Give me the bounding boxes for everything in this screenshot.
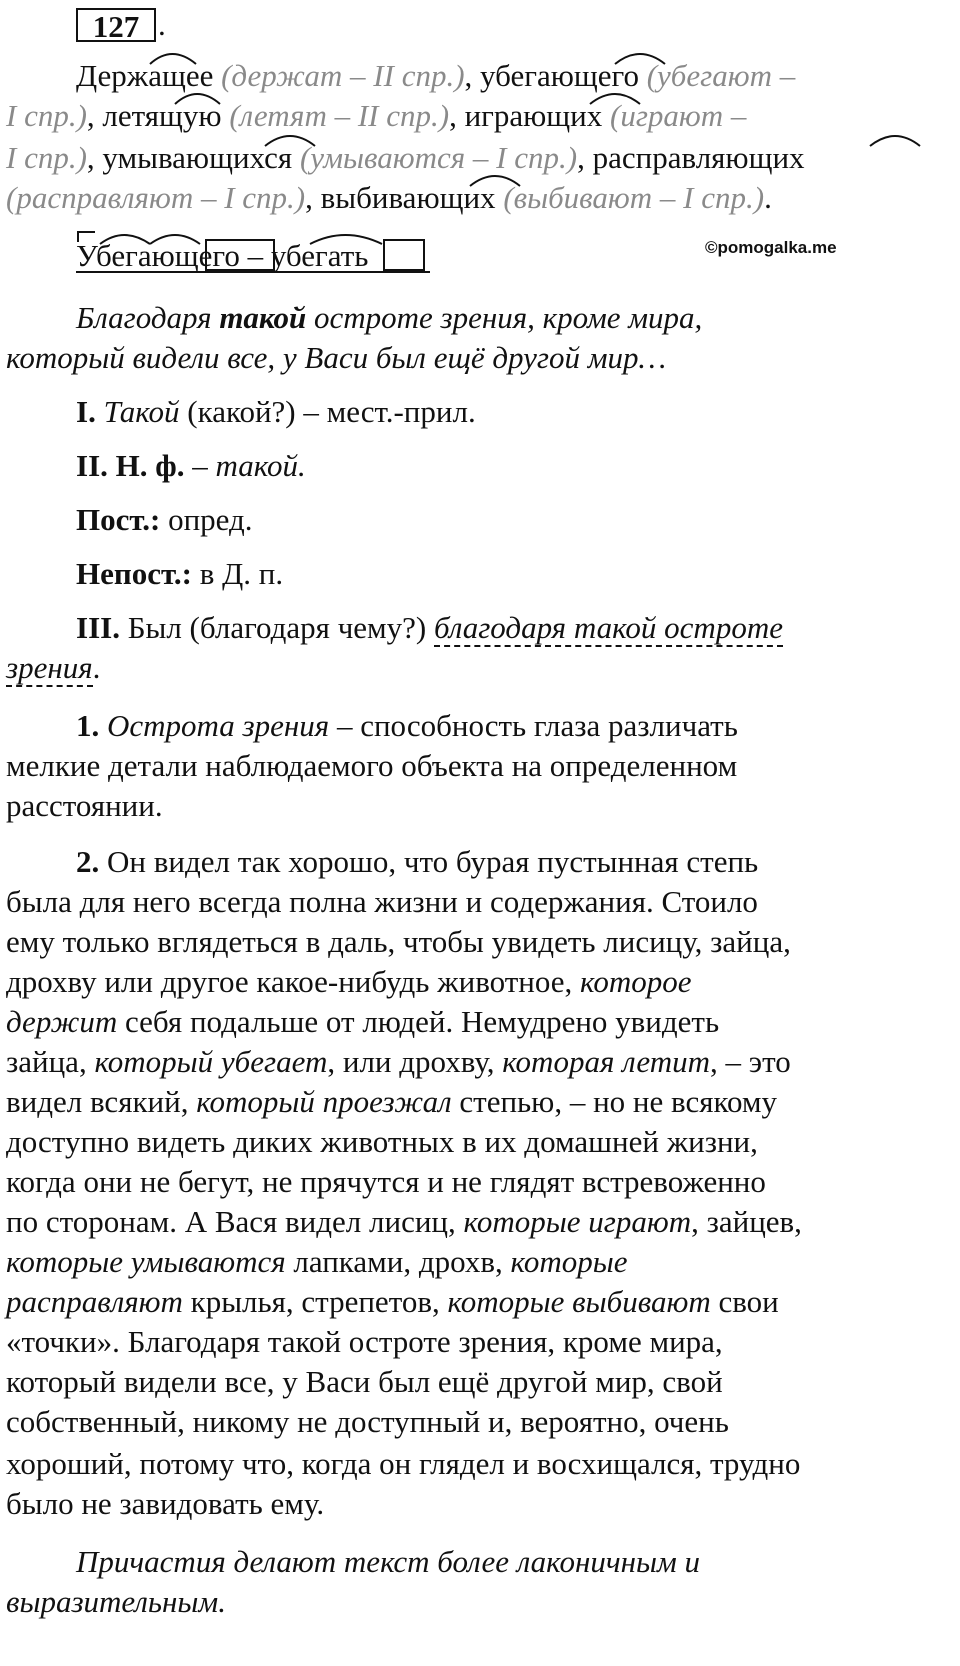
task2-line-16: хороший, потому что, когда он глядел и восхищался, трудно bbox=[6, 1446, 801, 1481]
quote-text: остроте зрения, кроме мира, bbox=[313, 300, 703, 335]
morpheme-analysis bbox=[76, 236, 368, 276]
quote-line-2: который видели все, у Васи был ещё другой мир… bbox=[6, 340, 667, 375]
participle-replacement: которые выбивают bbox=[447, 1284, 711, 1319]
text: свои bbox=[718, 1284, 779, 1319]
task2-line-6 bbox=[6, 1042, 791, 1082]
period: . bbox=[764, 180, 772, 215]
ending-box bbox=[384, 240, 424, 270]
participle-word: Держащее bbox=[76, 58, 214, 93]
analysis-iii-line-2 bbox=[6, 648, 100, 688]
watermark: ©pomogalka.me bbox=[705, 238, 837, 257]
task-number: 1. bbox=[76, 708, 100, 743]
analysis-text: Был (благодаря чему?) bbox=[127, 610, 427, 645]
task2-line-17: было не завидовать ему. bbox=[6, 1486, 325, 1521]
analysis-word: Такой bbox=[103, 394, 180, 429]
analysis-nepost bbox=[76, 554, 283, 594]
participle-word: , выбивающих bbox=[305, 180, 496, 215]
task2-line-7 bbox=[6, 1082, 777, 1122]
task1-line-1 bbox=[76, 706, 738, 746]
section-number: III. bbox=[76, 610, 120, 645]
task2-line-13: «точки». Благодаря такой остроте зрения, кроме мира, bbox=[6, 1324, 723, 1359]
participle-replacement: который убегает bbox=[94, 1044, 328, 1079]
definition-text: – способность глаза различать bbox=[336, 708, 738, 743]
text: по сторонам. А Вася видел лисиц, bbox=[6, 1204, 456, 1239]
participle-replacement: которые играют bbox=[463, 1204, 692, 1239]
participle-word: , убегающего bbox=[464, 58, 639, 93]
task2-line-8: доступно видеть диких животных в их домашней жизни, bbox=[6, 1124, 758, 1159]
para1-line-1 bbox=[76, 56, 795, 96]
text: степью, – но не всякому bbox=[459, 1084, 778, 1119]
conjugation-note: (выбивают – I спр.) bbox=[503, 180, 765, 215]
participle-replacement: которые умываются bbox=[6, 1244, 286, 1279]
underlined-phrase: зрения bbox=[6, 650, 93, 685]
analysis-ii bbox=[76, 446, 306, 486]
exercise-number-dot: . bbox=[158, 7, 166, 42]
base-word: убегать bbox=[270, 238, 369, 273]
participle-replacement: расправляют bbox=[6, 1284, 183, 1319]
section-number: II. Н. ф. bbox=[76, 448, 185, 483]
text: зайца, bbox=[6, 1044, 87, 1079]
task2-line-12 bbox=[6, 1282, 779, 1322]
task2-line-4 bbox=[6, 962, 691, 1002]
analysis-label: Непост.: bbox=[76, 556, 192, 591]
para1-line-4 bbox=[6, 178, 772, 218]
conjugation-note: (умываются – I спр.) bbox=[299, 140, 578, 175]
text: Он видел так хорошо, что бурая пустынная степь bbox=[107, 844, 759, 879]
analyzed-pronoun: такой bbox=[219, 300, 307, 335]
conjugation-note: (играют – bbox=[610, 98, 747, 133]
task2-line-15: собственный, никому не доступный и, вероятно, очень bbox=[6, 1404, 729, 1439]
section-number: I. bbox=[76, 394, 96, 429]
para1-line-2 bbox=[6, 96, 746, 136]
participle-word: , расправляющих bbox=[577, 140, 805, 175]
analysis-i bbox=[76, 392, 476, 432]
underlined-phrase: благодаря такой остроте bbox=[434, 610, 783, 645]
text: дрохву или другое какое-нибудь животное, bbox=[6, 964, 573, 999]
conjugation-note: I спр.) bbox=[6, 98, 87, 133]
task2-line-9: когда они не бегут, не прячутся и не глядят встревоженно bbox=[6, 1164, 766, 1199]
participle-replacement: которые bbox=[510, 1244, 628, 1279]
exercise-number: 127 bbox=[76, 8, 156, 42]
analysis-label: Пост.: bbox=[76, 502, 161, 537]
participle-replacement: которое bbox=[580, 964, 692, 999]
conjugation-note: (расправляют – I спр.) bbox=[6, 180, 306, 215]
conclusion-line-2: выразительным. bbox=[6, 1584, 226, 1619]
dash: – bbox=[247, 238, 264, 273]
conjugation-note: (убегают – bbox=[646, 58, 796, 93]
suffix-arc-mark bbox=[870, 136, 920, 146]
task1-line-2: мелкие детали наблюдаемого объекта на определенном bbox=[6, 748, 738, 783]
quote-line-1 bbox=[76, 298, 702, 338]
text: , – это bbox=[710, 1044, 791, 1079]
text: крылья, стрепетов, bbox=[190, 1284, 440, 1319]
analysis-value: опред. bbox=[168, 502, 253, 537]
conjugation-note: I спр.) bbox=[6, 140, 87, 175]
task2-line-14: который видели все, у Васи был ещё другой мир, свой bbox=[6, 1364, 723, 1399]
task-number: 2. bbox=[76, 844, 100, 879]
term: Острота зрения bbox=[107, 708, 330, 743]
analysis-text: – такой. bbox=[192, 448, 306, 483]
analyzed-word: Убегающего bbox=[76, 238, 240, 273]
conjugation-note: (летят – II спр.) bbox=[229, 98, 450, 133]
task2-line-2: была для него всегда полна жизни и содержания. Стоило bbox=[6, 884, 758, 919]
task2-line-10 bbox=[6, 1202, 802, 1242]
participle-word: , играющих bbox=[449, 98, 603, 133]
task2-line-11 bbox=[6, 1242, 627, 1282]
task2-line-1 bbox=[76, 842, 758, 882]
analysis-post bbox=[76, 500, 253, 540]
task2-line-3: ему только вглядеться в даль, чтобы увидеть лисицу, зайца, bbox=[6, 924, 791, 959]
participle-replacement: которая летит bbox=[502, 1044, 711, 1079]
period: . bbox=[92, 650, 101, 685]
participle-replacement: держит bbox=[6, 1004, 118, 1039]
participle-word: , летящую bbox=[86, 98, 222, 133]
participle-word: , умывающихся bbox=[86, 140, 293, 175]
task1-line-3: расстоянии. bbox=[6, 788, 163, 823]
para1-line-3 bbox=[6, 138, 805, 178]
text: себя подальше от людей. Немудрено увидеть bbox=[125, 1004, 720, 1039]
task2-line-5 bbox=[6, 1002, 719, 1042]
text: лапками, дрохв, bbox=[293, 1244, 503, 1279]
quote-text: Благодаря bbox=[76, 300, 212, 335]
participle-replacement: который проезжал bbox=[196, 1084, 452, 1119]
text: , или дрохву, bbox=[327, 1044, 495, 1079]
conclusion-line-1: Причастия делают текст более лаконичным и bbox=[76, 1544, 701, 1579]
conjugation-note: (держат – II спр.) bbox=[221, 58, 465, 93]
analysis-text: (какой?) – мест.-прил. bbox=[187, 394, 476, 429]
analysis-iii-line-1 bbox=[76, 608, 783, 648]
text: , зайцев, bbox=[691, 1204, 802, 1239]
text: видел всякий, bbox=[6, 1084, 189, 1119]
analysis-value: в Д. п. bbox=[199, 556, 284, 591]
